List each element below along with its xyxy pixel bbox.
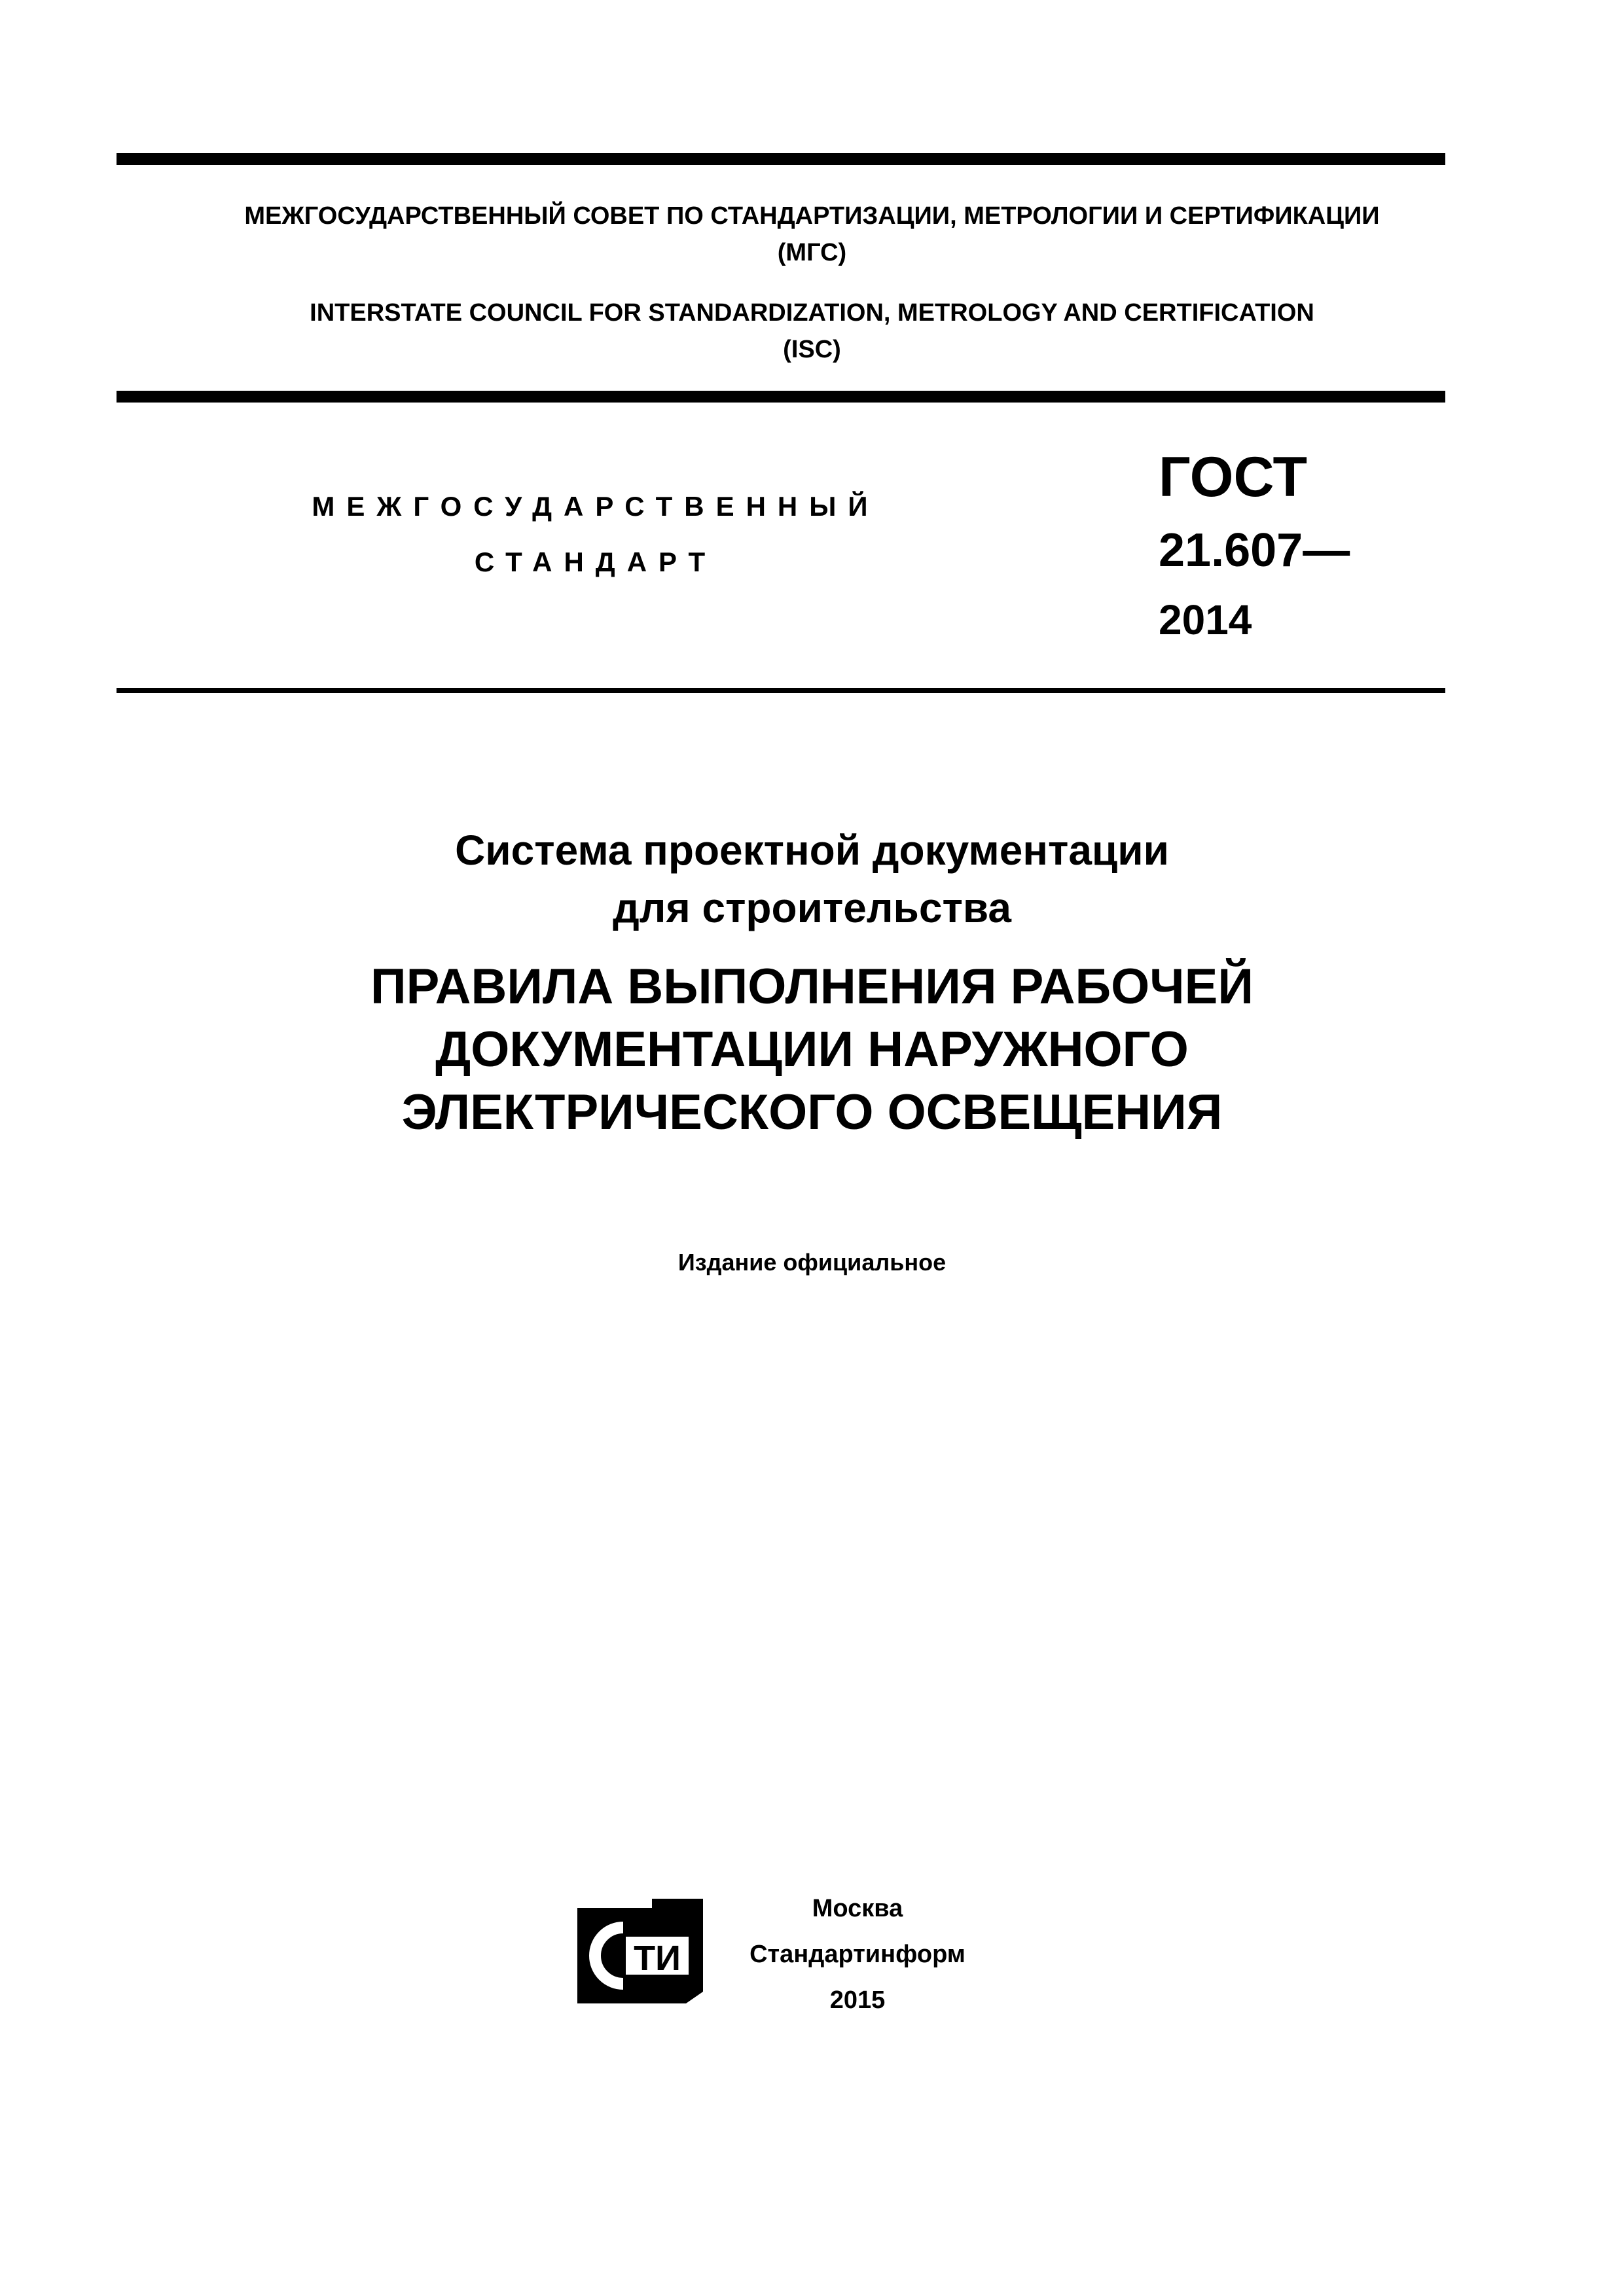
gost-code-prefix: ГОСТ: [1159, 446, 1308, 509]
council-name-ru: [0, 198, 1624, 271]
council-abbr-ru: (МГС): [777, 239, 847, 266]
document-title-line2: ДОКУМЕНТАЦИИ НАРУЖНОГО: [435, 1022, 1189, 1077]
publisher-logo: [575, 1893, 706, 2006]
series-title-line1: Система проектной документации: [455, 827, 1169, 874]
series-title: [0, 821, 1624, 937]
publisher-city: Москва: [812, 1895, 903, 1922]
publisher-name: Стандартинформ: [749, 1941, 965, 1968]
document-title-line3: ЭЛЕКТРИЧЕСКОГО ОСВЕЩЕНИЯ: [401, 1085, 1223, 1140]
top-rule: [117, 153, 1445, 165]
standard-label-line2: СТАНДАРТ: [474, 547, 717, 577]
svg-text:ТИ: ТИ: [634, 1939, 681, 1978]
document-title-line1: ПРАВИЛА ВЫПОЛНЕНИЯ РАБОЧЕЙ: [370, 959, 1254, 1014]
standard-label-line1: МЕЖГОСУДАРСТВЕННЫЙ: [312, 491, 880, 522]
council-name-en: [0, 295, 1624, 368]
publication-year: 2015: [829, 1986, 886, 2014]
council-name-ru-line1: МЕЖГОСУДАРСТВЕННЫЙ СОВЕТ ПО СТАНДАРТИЗАЦИИ, МЕТРОЛОГИИ И СЕРТИФИКАЦИИ: [244, 202, 1380, 230]
edition-note: Издание официальное: [677, 1249, 947, 1276]
middle-rule: [117, 391, 1445, 403]
series-title-line2: для строительства: [613, 884, 1011, 931]
bottom-rule: [117, 688, 1445, 693]
council-name-en-line1: INTERSTATE COUNCIL FOR STANDARDIZATION, METROLOGY AND CERTIFICATION: [310, 299, 1314, 327]
gost-code-year: 2014: [1159, 596, 1252, 643]
document-title: [0, 956, 1624, 1144]
council-abbr-en: (ISC): [783, 336, 841, 363]
gost-code-number: 21.607—: [1159, 524, 1350, 577]
